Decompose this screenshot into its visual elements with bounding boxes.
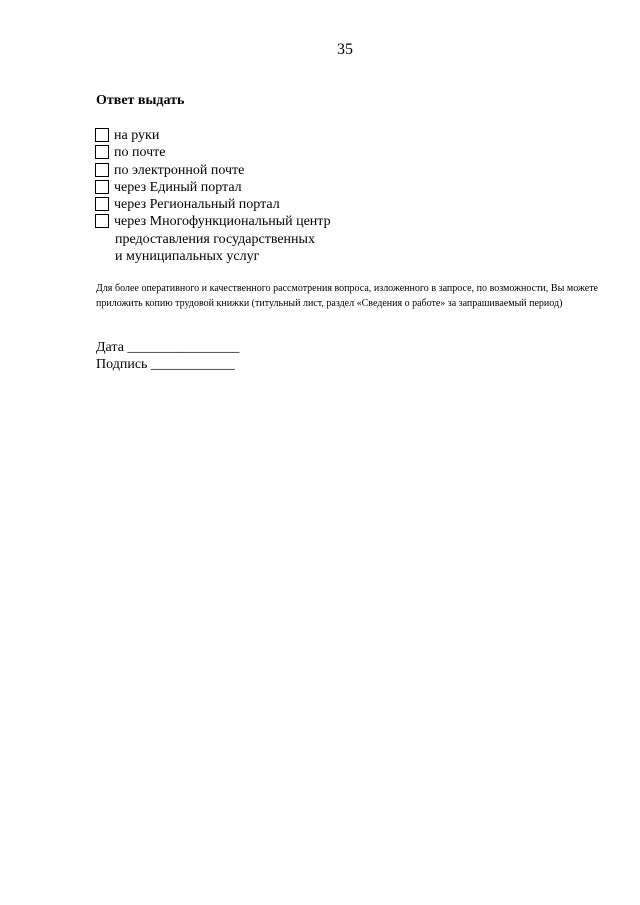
date-line[interactable]: Дата ________________ [96,340,240,355]
signature-line[interactable]: Подпись ____________ [96,357,235,372]
checkbox-unified-portal[interactable] [95,180,109,194]
option-mfc-continuation-2: и муниципальных услуг [115,249,260,265]
section-title: Ответ выдать [96,93,185,108]
option-unified-portal [95,179,455,196]
option-label: на руки [114,128,160,143]
option-email [95,162,455,179]
option-mfc-continuation-1: предоставления государственных [115,231,315,247]
option-label: через Единый портал [114,179,242,195]
checkbox-email[interactable] [95,163,109,177]
delivery-options [95,127,455,265]
checkbox-mfc[interactable] [95,214,109,228]
option-label: по электронной почте [114,162,245,178]
option-na-ruki [95,127,455,144]
option-regional-portal [95,196,455,213]
note-paragraph: Для более оперативного и качественного рассмотрения вопроса, изложенного в запросе, по возможности, Вы можете приложить копию трудовой книжки (титульный лист, раздел «Сведения о работе» за запрашиваемый период) [96,283,598,309]
option-po-pochte [95,144,455,161]
checkbox-na-ruki[interactable] [95,128,109,142]
option-mfc [95,213,455,230]
option-label: по почте [114,145,166,161]
checkbox-po-pochte[interactable] [95,145,109,159]
option-label: через Региональный портал [114,197,280,213]
checkbox-regional-portal[interactable] [95,197,109,211]
option-label: через Многофункциональный центр [114,214,331,230]
page-number: 35 [337,41,353,58]
